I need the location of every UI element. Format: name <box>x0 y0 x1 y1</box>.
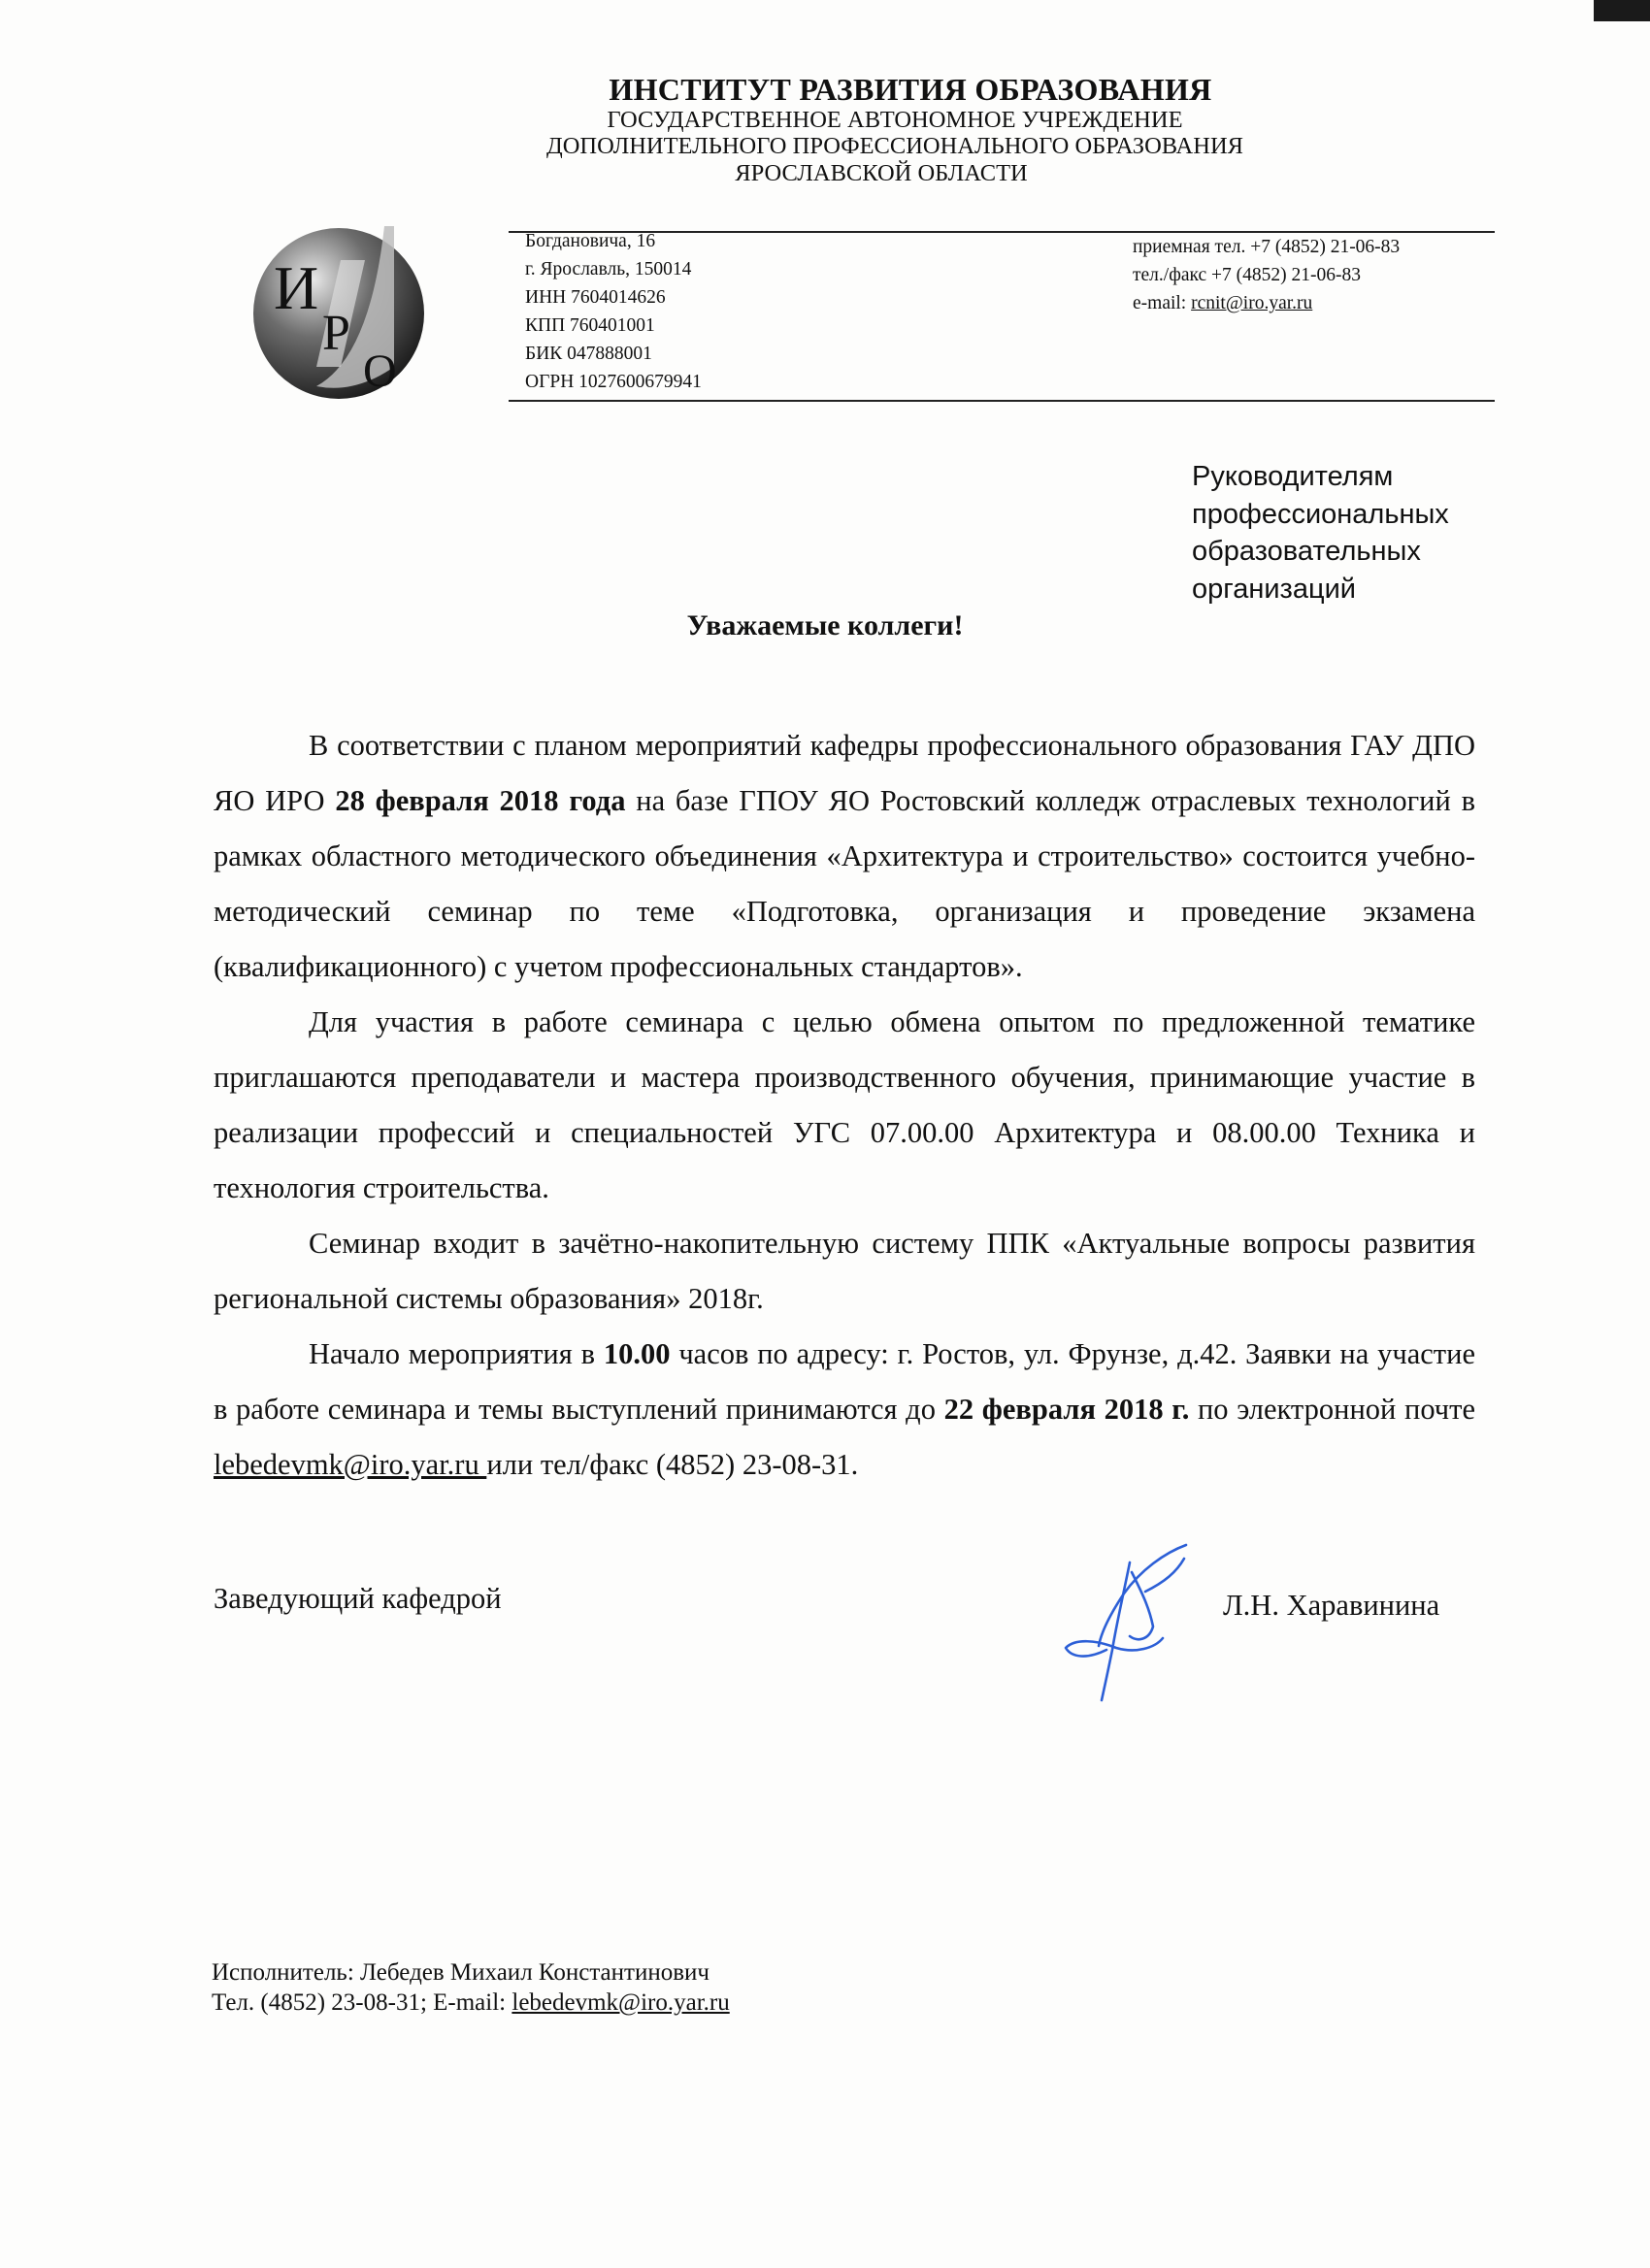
institute-email-link[interactable]: rcnit@iro.yar.ru <box>1191 293 1313 313</box>
recipient-line: образовательных <box>1192 536 1421 567</box>
email-label: e-mail: <box>1133 293 1192 313</box>
reception-phone: приемная тел. +7 (4852) 21-06-83 <box>1133 237 1401 257</box>
executor-email-link[interactable]: lebedevmk@iro.yar.ru <box>512 1989 730 2016</box>
recipient-line: профессиональных <box>1192 498 1449 530</box>
logo-letter-r: Р <box>322 306 350 361</box>
application-email-link[interactable]: lebedevmk@iro.yar.ru <box>214 1448 487 1481</box>
scan-corner-mark <box>1594 0 1650 21</box>
address-line: БИК 047888001 <box>525 344 652 364</box>
p4-text-d: или тел/факс (4852) 23-08-31. <box>486 1448 859 1481</box>
fax-phone: тел./факс +7 (4852) 21-06-83 <box>1133 265 1361 285</box>
address-line: г. Ярославль, 150014 <box>525 259 692 279</box>
recipient-line: организаций <box>1192 573 1356 605</box>
paragraph-2: Для участия в работе семинара с целью обмена опытом по предложенной тематике приглашаются преподаватели и мастера производственного обучения, принимающие участие в реализации профессий и специальностей УГС 07.00.00 Архитектура и 08.00.00 Техника и технология строительства. <box>214 1005 1475 1204</box>
executor-name: Исполнитель: Лебедев Михаил Константинович <box>212 1959 710 1986</box>
logo-letter-o: О <box>363 345 397 397</box>
address-line: Богдановича, 16 <box>525 231 656 251</box>
recipient-block <box>1192 458 1449 608</box>
institute-subtitle-1: ГОСУДАРСТВЕННОЕ АВТОНОМНОЕ УЧРЕЖДЕНИЕ <box>607 107 1183 133</box>
p4-text-c: по электронной почте <box>1189 1393 1475 1426</box>
signatory-role: Заведующий кафедрой <box>214 1582 502 1615</box>
p1-text-a: В соответствии с планом мероприятий кафедры профессионального образования ГАУ ДПО ЯО ИРО <box>214 729 1475 817</box>
institute-subtitle-3: ЯРОСЛАВСКОЙ ОБЛАСТИ <box>735 160 1028 186</box>
handwritten-signature-icon <box>1048 1533 1194 1708</box>
event-date: 28 февраля 2018 года <box>335 784 626 817</box>
institute-title: ИНСТИТУТ РАЗВИТИЯ ОБРАЗОВАНИЯ <box>609 72 1212 107</box>
application-deadline: 22 февраля 2018 г. <box>943 1393 1190 1426</box>
executor-contacts <box>212 1988 730 2018</box>
email-line <box>1133 289 1400 317</box>
start-time: 10.00 <box>603 1337 671 1370</box>
signatory-name: Л.Н. Харавинина <box>1223 1589 1440 1622</box>
institute-subtitle-2: ДОПОЛНИТЕЛЬНОГО ПРОФЕССИОНАЛЬНОГО ОБРАЗОВАНИЯ <box>546 133 1243 159</box>
address-line: ИНН 7604014626 <box>525 287 666 308</box>
p4-text-b: часов по адресу: г. Ростов, ул. Фрунзе, д.42. Заявки на участие в работе семинара и темы выступлений принимаются до <box>214 1337 1475 1426</box>
paragraph-3: Семинар входит в зачётно-накопительную систему ППК «Актуальные вопросы развития региональной системы образования» 2018г. <box>214 1227 1475 1315</box>
greeting: Уважаемые коллеги! <box>686 609 964 641</box>
executor-block <box>212 1957 730 2018</box>
header-rule-bottom <box>509 400 1495 402</box>
recipient-line: Руководителям <box>1192 461 1394 492</box>
p1-text-b: на базе ГПОУ ЯО Ростовский колледж отраслевых технологий в рамках областного методического объединения «Архитектура и строительство» состоится учебно-методический семинар по теме «Подготовка, организация и проведение экзамена (квалификационного) с учетом профессиональных стандартов». <box>214 784 1475 983</box>
address-line: КПП 760401001 <box>525 315 655 336</box>
logo-letter-i: И <box>274 253 319 322</box>
address-line: ОГРН 1027600679941 <box>525 372 702 392</box>
p4-text-a: Начало мероприятия в <box>309 1337 604 1370</box>
executor-phone: Тел. (4852) 23-08-31; E-mail: <box>212 1989 512 2016</box>
contacts-block <box>1133 233 1400 317</box>
address-block <box>525 227 702 396</box>
iro-logo-icon <box>248 221 429 402</box>
letter-body <box>214 718 1475 1493</box>
paragraph-4 <box>214 1327 1475 1493</box>
paragraph-1 <box>214 718 1475 995</box>
